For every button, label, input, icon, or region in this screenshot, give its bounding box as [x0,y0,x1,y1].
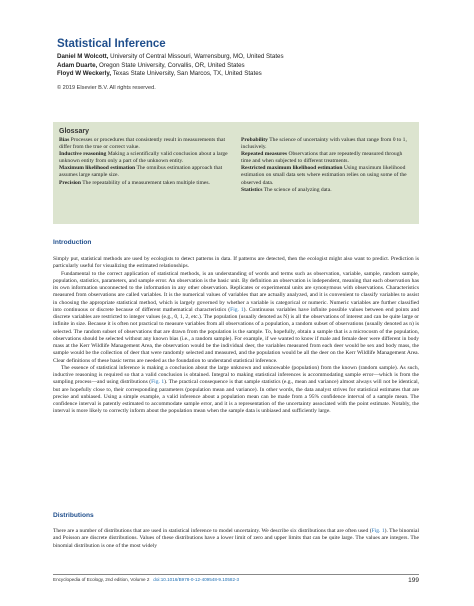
article-header [57,38,427,91]
author-name: Daniel M Wolcott, [57,53,109,60]
glossary-definition: Using maximum likelihood estimation on small data sets where estimation relies on using some of the observed data. [241,165,407,186]
glossary-definition: Observations that are repeatedly measured through time and when subjected to different treatments. [241,151,403,165]
glossary-definition: The repeatability of a measurement taken multiple times. [80,179,210,186]
author-line [57,70,427,79]
figure-link[interactable]: Fig. 1 [230,306,244,313]
paragraph-text: The essence of statistical inference is making a conclusion about the large unknown and unknowable (population) from the known (random sample). As such, inductive reasoning is required so that a valid conclusion is obtained. Integral to making statistical inferences is accommodating sample error—which is from the sampling process—and using distributions ( [53,364,419,386]
glossary-term: Maximum likelihood estimation [59,165,136,172]
glossary-columns [59,137,413,194]
author-line [57,53,427,62]
paragraph-text: Fundamental to the correct application of statistical methods, is an understanding of words and terms such as observation, variable, sample, random sample, population, statistics, parameters, and sample error. An observation is the basic unit. By definition an observation is independent, meaning that each observation has its own information unconnected to the information in any other observation. Replicates or experimental units are synonymous with observations. Characteristics measured from observations are called variables. It is the numerical values of variables that are actually analyzed, and it is convenient to classify variables to assist in choosing the appropriate statistical method, which is largely governed by whether a variable is categorical or numeric. Numeric variables are further classified into continuous or discrete because of different mathematical characteristics ( [53,270,419,313]
glossary-column-left [59,137,231,194]
glossary-entry [241,187,413,194]
glossary-entry [241,137,413,151]
author-affiliation: Texas State University, San Marcos, TX, United States [111,70,262,78]
author-affiliation: University of Central Missouri, Warrensburg, MO, United States [108,53,284,60]
glossary-term: Repeated measures [241,151,288,158]
glossary-term: Precision [59,179,81,186]
paragraph-text: There are a number of distributions that are used in statistical inference to model uncertainty. We describe six distributions that are often used ( [53,528,372,534]
paragraph [53,365,419,416]
paragraph [53,271,419,365]
glossary-entry [59,151,231,165]
paragraph [53,528,419,550]
glossary-definition: The science of uncertainty with values that range from 0 to 1, inclusively. [241,137,407,151]
glossary-entry [241,151,413,165]
glossary-entry [59,165,231,179]
paragraph-text: ). The binomial and Poisson are discrete distributions. Values of these distributions have a lower limit of zero and upper limits that can be quite large. The values are integers. The binomial distribution is one of the most widely [53,528,419,549]
glossary-entry [59,180,231,187]
glossary-box [53,122,419,224]
figure-link[interactable]: Fig. 1 [151,379,165,386]
article-title: Statistical Inference [57,38,166,50]
glossary-term: Restricted maximum likelihood estimation [241,165,343,172]
author-name: Adam Duarte, [57,61,98,69]
glossary-term: Bias [59,137,70,143]
page-footer [53,574,419,584]
paragraph: Simply put, statistical methods are used by ecologists to detect patterns in data. If patterns are detected, then the ecologist might also want to predict. Prediction is particularly useful for visualizing the estimated relationships. [53,256,419,270]
figure-link[interactable]: Fig. 1 [371,528,385,534]
footer-citation [53,577,239,582]
glossary-term: Inductive reasoning [59,151,107,158]
glossary-definition: The science of analyzing data. [262,186,332,193]
paragraph-text: ). Continuous variables have infinite possible values between end points and discrete variables are restricted to integer values (e.g., 0, 1, 2, etc.). The population (usually denoted as N) is all the observations of interest and can be quite large or infinite in size. Because it is often not practical to measure variables from all observations of a population, a random subset of observations (usually denoted as n) is selected. The random subset of observations that are drawn from the population is the sample. To, hopefully, obtain a sample that is a microcosm of the population, observations should be selected without any known bias (i.e., a random sample). For example, if we wanted to know if male and female deer were different in body mass at the Kerr Wildlife Management Area, the observation would be the individual deer, the variables measured from each deer would be sex and body mass, the sample would be the collection of deer that were randomly selected and measured, and the population would be all the deer on the Kerr Wildlife Management Area. Clear definitions of these basic terms are needed as the foundation to understand statistical inference. [53,306,420,364]
page-number: 199 [408,577,419,584]
glossary-definition: Making a scientifically valid conclusion about a large unknown entity from only a part of the unknown entity. [59,151,228,165]
author-affiliation: Oregon State University, Corvallis, OR, United States [97,61,245,69]
glossary-term: Probability [241,137,268,143]
section-heading-introduction: Introduction [53,239,92,246]
glossary-entry [241,165,413,186]
introduction-body [53,256,419,416]
glossary-title: Glossary [59,128,89,135]
glossary-column-right [241,137,413,194]
doi-link[interactable]: doi:10.1016/B978-0-12-409548-9.10582-3 [153,577,240,582]
author-line [57,62,427,71]
glossary-definition: Processes or procedures that consistently result in measurements that differ from the true or correct value. [59,137,226,151]
journal-name: Encyclopedia of Ecology, 2nd edition, Volume 2 [53,577,150,582]
glossary-term: Statistics [241,186,263,193]
glossary-entry [59,137,231,151]
copyright-notice: © 2019 Elsevier B.V. All rights reserved. [57,84,156,91]
paragraph-text: ). The practical consequence is that sample statistics (e.g., mean and variance) almost always will not be identical, but are hopefully close to, their corresponding parameters (population mean and variance). In other words, the data analyst strives for statistical estimates that are precise and unbiased. Using a simple example, a valid inference about a population mean can be made from a 95% confidence interval of a sample mean. The confidence interval is patently estimated to accommodate sample error, and it is a representation of the uncertainty associated with the point estimate. Notably, the interval is more likely to correctly inform about the population mean when the sample data is unbiased and sufficiently large. [53,379,420,415]
glossary-definition: The omnibus estimation approach that assumes large sample size. [59,165,223,179]
distributions-body [53,528,419,550]
author-name: Floyd W Weckerly, [57,70,112,78]
section-heading-distributions: Distributions [53,512,94,519]
